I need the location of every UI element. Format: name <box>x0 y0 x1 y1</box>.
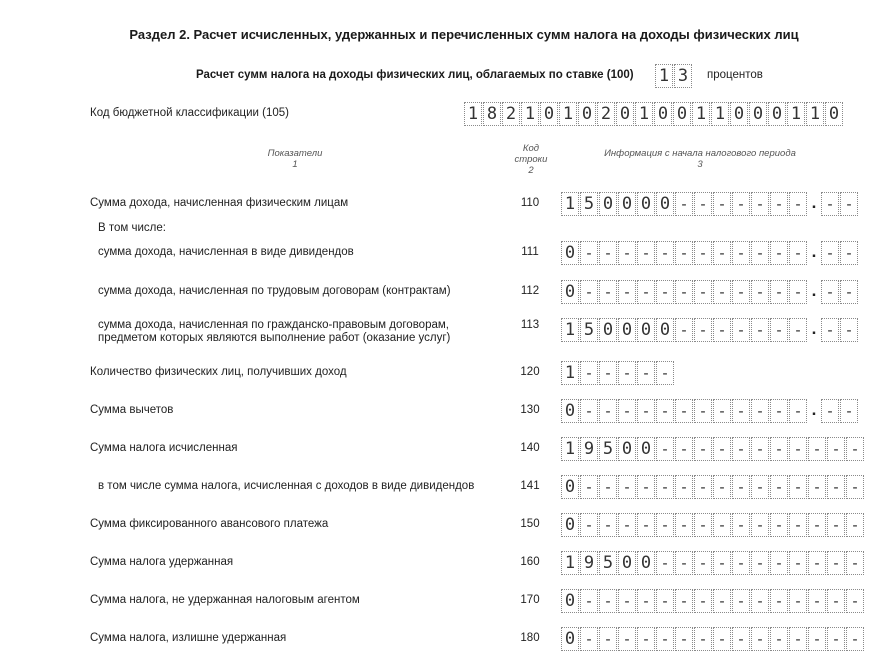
row-110-cell[interactable]: 0 <box>637 192 655 216</box>
row-112-cell[interactable]: - <box>675 280 693 304</box>
row-130-cell[interactable]: - <box>770 399 788 423</box>
row-120-cell[interactable]: - <box>656 361 674 385</box>
row-code: 180 <box>520 632 540 644</box>
row-180-cell[interactable]: - <box>846 627 864 651</box>
row-150-cell[interactable]: - <box>713 513 731 537</box>
row-160-cell[interactable]: - <box>732 551 750 575</box>
header-code-label: Код строки <box>514 143 548 165</box>
row-112-cell[interactable]: - <box>580 280 598 304</box>
row-160-cell[interactable]: 0 <box>637 551 655 575</box>
row-160-cell[interactable]: - <box>694 551 712 575</box>
row-113-cell[interactable]: 0 <box>637 318 655 342</box>
row-111-cell[interactable]: - <box>770 241 788 265</box>
kbk-label: Код бюджетной классификации (105) <box>90 107 289 119</box>
row-112-cell[interactable]: - <box>656 280 674 304</box>
row-140-cell[interactable]: - <box>675 437 693 461</box>
row-180-cell[interactable]: - <box>599 627 617 651</box>
row-value-cells[interactable] <box>561 361 675 385</box>
row-160-cell[interactable]: - <box>713 551 731 575</box>
row-140-cell[interactable]: - <box>846 437 864 461</box>
row-141-cell[interactable]: - <box>599 475 617 499</box>
row-label: сумма дохода, начисленная по гражданско-правовым договорам, предметом которых являются выполнение работ (оказание услуг) <box>98 319 451 344</box>
row-180-cell[interactable]: 0 <box>561 627 579 651</box>
kbk-cell[interactable]: 1 <box>787 102 805 126</box>
row-170-cell[interactable]: - <box>656 589 674 613</box>
row-150-cell[interactable]: - <box>694 513 712 537</box>
row-180-cell[interactable]: - <box>694 627 712 651</box>
kbk-cell[interactable]: 2 <box>502 102 520 126</box>
row-140-cell[interactable]: 0 <box>637 437 655 461</box>
row-170-cell[interactable]: - <box>599 589 617 613</box>
row-111-cell[interactable]: - <box>675 241 693 265</box>
row-150-cell[interactable]: - <box>618 513 636 537</box>
row-170-cell[interactable]: - <box>732 589 750 613</box>
row-170-cell[interactable]: - <box>580 589 598 613</box>
row-170-cell[interactable]: - <box>751 589 769 613</box>
row-180-cell[interactable]: - <box>751 627 769 651</box>
row-150-cell[interactable]: - <box>808 513 826 537</box>
row-120-cell[interactable]: - <box>580 361 598 385</box>
row-160-cell[interactable]: - <box>789 551 807 575</box>
row-180-cell[interactable]: - <box>808 627 826 651</box>
row-112-cell[interactable]: - <box>599 280 617 304</box>
row-130-cell[interactable]: - <box>580 399 598 423</box>
header-code-num: 2 <box>528 165 534 176</box>
row-113-decimal-cell[interactable]: - <box>840 318 858 342</box>
kbk-cell[interactable]: 0 <box>730 102 748 126</box>
row-141-cell[interactable]: - <box>618 475 636 499</box>
rate-cell[interactable]: 3 <box>674 64 692 88</box>
row-111-decimal-cell[interactable]: - <box>821 241 839 265</box>
row-180-cell[interactable]: - <box>656 627 674 651</box>
row-111-decimal-point: . <box>811 242 817 261</box>
row-140-cell[interactable]: 5 <box>599 437 617 461</box>
kbk-cell[interactable]: 0 <box>768 102 786 126</box>
row-code: 112 <box>520 285 540 297</box>
kbk-cell[interactable]: 0 <box>749 102 767 126</box>
header-indicators-label: Показатели <box>267 148 323 159</box>
row-113-decimal-point: . <box>811 319 817 338</box>
row-label: Количество физических лиц, получивших доход <box>90 366 347 378</box>
row-130-cell[interactable]: - <box>675 399 693 423</box>
rate-cells[interactable] <box>655 64 693 88</box>
row-112-cell[interactable]: - <box>694 280 712 304</box>
row-113-cell[interactable]: - <box>789 318 807 342</box>
row-170-cell[interactable]: - <box>694 589 712 613</box>
row-130-decimal-cell[interactable]: - <box>821 399 839 423</box>
row-label: Сумма фиксированного авансового платежа <box>90 518 329 530</box>
row-label: Сумма налога, не удержанная налоговым агентом <box>90 594 360 606</box>
row-112-decimal-point: . <box>811 281 817 300</box>
row-150-cell[interactable]: - <box>637 513 655 537</box>
row-112-cell[interactable]: - <box>637 280 655 304</box>
row-code: 160 <box>520 556 540 568</box>
row-value-cells[interactable] <box>561 589 865 613</box>
row-160-cell[interactable]: - <box>770 551 788 575</box>
row-120-cell[interactable]: - <box>637 361 655 385</box>
row-150-cell[interactable]: - <box>675 513 693 537</box>
row-110-cell[interactable]: - <box>770 192 788 216</box>
row-111-cell[interactable]: 0 <box>561 241 579 265</box>
row-110-decimal-point: . <box>811 193 817 212</box>
row-120-cell[interactable]: 1 <box>561 361 579 385</box>
row-code: 111 <box>521 246 539 258</box>
row-value-cells[interactable] <box>561 318 859 342</box>
row-111-cell[interactable]: - <box>618 241 636 265</box>
row-113-cell[interactable]: - <box>732 318 750 342</box>
row-180-cell[interactable]: - <box>770 627 788 651</box>
row-160-cell[interactable]: - <box>846 551 864 575</box>
row-label: В том числе: <box>98 222 166 234</box>
row-code: 110 <box>520 197 540 209</box>
row-110-decimal-cell[interactable]: - <box>821 192 839 216</box>
row-112-cell[interactable]: - <box>770 280 788 304</box>
row-111-cell[interactable]: - <box>694 241 712 265</box>
row-110-cell[interactable]: - <box>789 192 807 216</box>
rate-suffix: процентов <box>707 69 763 81</box>
row-130-cell[interactable]: - <box>751 399 769 423</box>
row-110-cell[interactable]: 1 <box>561 192 579 216</box>
row-130-cell[interactable]: - <box>789 399 807 423</box>
kbk-cell[interactable]: 1 <box>635 102 653 126</box>
row-110-cell[interactable]: 0 <box>618 192 636 216</box>
kbk-cell[interactable]: 0 <box>654 102 672 126</box>
row-120-cell[interactable]: - <box>618 361 636 385</box>
row-141-cell[interactable]: 0 <box>561 475 579 499</box>
row-112-cell[interactable]: - <box>618 280 636 304</box>
row-value-cells[interactable] <box>561 513 865 537</box>
row-label: сумма дохода, начисленная в виде дивидендов <box>98 246 354 258</box>
row-code: 113 <box>520 319 540 331</box>
row-140-cell[interactable]: - <box>732 437 750 461</box>
row-value-cells[interactable] <box>561 192 859 216</box>
row-141-cell[interactable]: - <box>637 475 655 499</box>
row-150-cell[interactable]: - <box>656 513 674 537</box>
section-title: Раздел 2. Расчет исчисленных, удержанных и перечисленных сумм налога на доходы физических лиц <box>129 27 799 42</box>
row-113-cell[interactable]: - <box>675 318 693 342</box>
row-141-cell[interactable]: - <box>694 475 712 499</box>
row-112-decimal-cell[interactable]: - <box>840 280 858 304</box>
row-130-cell[interactable]: - <box>618 399 636 423</box>
rate-cell[interactable]: 1 <box>655 64 673 88</box>
row-111-cell[interactable]: - <box>580 241 598 265</box>
row-141-cell[interactable]: - <box>656 475 674 499</box>
row-111-cell[interactable]: - <box>789 241 807 265</box>
row-160-cell[interactable]: 1 <box>561 551 579 575</box>
header-info <box>580 148 820 170</box>
kbk-cell[interactable]: 0 <box>540 102 558 126</box>
kbk-cell[interactable]: 2 <box>597 102 615 126</box>
row-170-cell[interactable]: - <box>618 589 636 613</box>
row-140-cell[interactable]: - <box>827 437 845 461</box>
row-value-cells[interactable] <box>561 241 859 265</box>
kbk-cell[interactable]: 1 <box>464 102 482 126</box>
row-110-cell[interactable]: - <box>694 192 712 216</box>
row-160-cell[interactable]: - <box>675 551 693 575</box>
row-160-cell[interactable]: 9 <box>580 551 598 575</box>
row-170-cell[interactable]: - <box>713 589 731 613</box>
row-150-cell[interactable]: - <box>827 513 845 537</box>
row-113-cell[interactable]: - <box>751 318 769 342</box>
header-info-num: 3 <box>697 159 703 170</box>
row-141-cell[interactable]: - <box>675 475 693 499</box>
row-150-cell[interactable]: - <box>599 513 617 537</box>
row-180-cell[interactable]: - <box>618 627 636 651</box>
row-160-cell[interactable]: - <box>656 551 674 575</box>
row-160-cell[interactable]: - <box>827 551 845 575</box>
row-code: 140 <box>520 442 540 454</box>
row-140-cell[interactable]: - <box>770 437 788 461</box>
row-130-cell[interactable]: - <box>656 399 674 423</box>
row-130-decimal-point: . <box>811 400 817 419</box>
row-110-cell[interactable]: 0 <box>599 192 617 216</box>
row-180-cell[interactable]: - <box>713 627 731 651</box>
kbk-cell[interactable]: 1 <box>711 102 729 126</box>
row-label: Сумма налога удержанная <box>90 556 234 568</box>
row-141-cell[interactable]: - <box>713 475 731 499</box>
row-113-decimal-cell[interactable]: - <box>821 318 839 342</box>
row-112-cell[interactable]: - <box>789 280 807 304</box>
row-170-cell[interactable]: - <box>770 589 788 613</box>
row-180-cell[interactable]: - <box>675 627 693 651</box>
row-150-cell[interactable]: - <box>846 513 864 537</box>
row-code: 170 <box>520 594 540 606</box>
kbk-cell[interactable]: 1 <box>692 102 710 126</box>
row-111-cell[interactable]: - <box>732 241 750 265</box>
row-130-cell[interactable]: - <box>713 399 731 423</box>
row-code: 120 <box>520 366 540 378</box>
row-label: Сумма дохода, начисленная физическим лицам <box>90 197 349 209</box>
row-141-cell[interactable]: - <box>770 475 788 499</box>
row-150-cell[interactable]: - <box>751 513 769 537</box>
row-113-cell[interactable]: 5 <box>580 318 598 342</box>
row-112-cell[interactable]: - <box>732 280 750 304</box>
row-170-cell[interactable]: - <box>846 589 864 613</box>
row-170-cell[interactable]: - <box>827 589 845 613</box>
row-141-cell[interactable]: - <box>732 475 750 499</box>
kbk-cell[interactable]: 0 <box>616 102 634 126</box>
row-label: Сумма налога, излишне удержанная <box>90 632 287 644</box>
row-160-cell[interactable]: - <box>751 551 769 575</box>
kbk-cell[interactable]: 0 <box>673 102 691 126</box>
row-label: Сумма налога исчисленная <box>90 442 238 454</box>
row-180-cell[interactable]: - <box>732 627 750 651</box>
row-110-cell[interactable]: - <box>675 192 693 216</box>
row-150-cell[interactable]: - <box>770 513 788 537</box>
row-code: 141 <box>520 480 540 492</box>
row-140-cell[interactable]: - <box>656 437 674 461</box>
row-160-cell[interactable]: 5 <box>599 551 617 575</box>
row-140-cell[interactable]: - <box>713 437 731 461</box>
row-113-cell[interactable]: - <box>694 318 712 342</box>
row-113-cell[interactable]: 0 <box>618 318 636 342</box>
row-111-cell[interactable]: - <box>599 241 617 265</box>
kbk-cell[interactable]: 1 <box>559 102 577 126</box>
row-141-cell[interactable]: - <box>827 475 845 499</box>
row-150-cell[interactable]: - <box>580 513 598 537</box>
row-112-cell[interactable]: - <box>751 280 769 304</box>
row-141-cell[interactable]: - <box>808 475 826 499</box>
row-140-cell[interactable]: 0 <box>618 437 636 461</box>
row-141-cell[interactable]: - <box>789 475 807 499</box>
row-112-decimal-cell[interactable]: - <box>821 280 839 304</box>
row-label: Сумма вычетов <box>90 404 174 416</box>
row-code: 130 <box>520 404 540 416</box>
row-value-cells[interactable] <box>561 475 865 499</box>
row-130-cell[interactable]: - <box>637 399 655 423</box>
row-110-cell[interactable]: 0 <box>656 192 674 216</box>
kbk-cell[interactable]: 0 <box>578 102 596 126</box>
row-130-cell[interactable]: 0 <box>561 399 579 423</box>
row-140-cell[interactable]: - <box>808 437 826 461</box>
row-110-cell[interactable]: - <box>713 192 731 216</box>
row-113-cell[interactable]: 0 <box>599 318 617 342</box>
row-150-cell[interactable]: 0 <box>561 513 579 537</box>
row-111-cell[interactable]: - <box>637 241 655 265</box>
row-110-cell[interactable]: 5 <box>580 192 598 216</box>
header-indicators-num: 1 <box>292 159 298 170</box>
row-170-cell[interactable]: 0 <box>561 589 579 613</box>
kbk-cell[interactable]: 1 <box>806 102 824 126</box>
row-140-cell[interactable]: - <box>694 437 712 461</box>
row-111-cell[interactable]: - <box>713 241 731 265</box>
row-130-cell[interactable]: - <box>694 399 712 423</box>
row-113-cell[interactable]: - <box>713 318 731 342</box>
kbk-cells[interactable] <box>464 102 844 126</box>
row-111-decimal-cell[interactable]: - <box>840 241 858 265</box>
row-130-cell[interactable]: - <box>599 399 617 423</box>
row-180-cell[interactable]: - <box>637 627 655 651</box>
row-130-cell[interactable]: - <box>732 399 750 423</box>
row-110-decimal-cell[interactable]: - <box>840 192 858 216</box>
row-141-cell[interactable]: - <box>846 475 864 499</box>
row-160-cell[interactable]: - <box>808 551 826 575</box>
row-140-cell[interactable]: 9 <box>580 437 598 461</box>
row-value-cells[interactable] <box>561 551 865 575</box>
row-110-cell[interactable]: - <box>732 192 750 216</box>
row-140-cell[interactable]: 1 <box>561 437 579 461</box>
row-code: 150 <box>520 518 540 530</box>
kbk-cell[interactable]: 1 <box>521 102 539 126</box>
row-label: сумма дохода, начисленная по трудовым договорам (контрактам) <box>98 285 451 297</box>
row-140-cell[interactable]: - <box>751 437 769 461</box>
row-110-cell[interactable]: - <box>751 192 769 216</box>
row-label: в том числе сумма налога, исчисленная с доходов в виде дивидендов <box>98 480 475 492</box>
row-113-cell[interactable]: 0 <box>656 318 674 342</box>
row-170-cell[interactable]: - <box>808 589 826 613</box>
row-113-cell[interactable]: - <box>770 318 788 342</box>
row-130-decimal-cell[interactable]: - <box>840 399 858 423</box>
row-150-cell[interactable]: - <box>789 513 807 537</box>
row-value-cells[interactable] <box>561 280 859 304</box>
header-info-label: Информация с начала налогового периода <box>604 148 796 159</box>
header-code <box>510 143 552 176</box>
row-170-cell[interactable]: - <box>637 589 655 613</box>
row-value-cells[interactable] <box>561 399 859 423</box>
row-180-cell[interactable]: - <box>580 627 598 651</box>
row-140-cell[interactable]: - <box>789 437 807 461</box>
kbk-cell[interactable]: 0 <box>825 102 843 126</box>
kbk-cell[interactable]: 8 <box>483 102 501 126</box>
row-180-cell[interactable]: - <box>827 627 845 651</box>
row-112-cell[interactable]: 0 <box>561 280 579 304</box>
header-indicators <box>245 148 345 170</box>
row-180-cell[interactable]: - <box>789 627 807 651</box>
row-160-cell[interactable]: 0 <box>618 551 636 575</box>
row-112-cell[interactable]: - <box>713 280 731 304</box>
rate-label: Расчет сумм налога на доходы физических лиц, облагаемых по ставке (100) <box>196 69 634 81</box>
row-141-cell[interactable]: - <box>751 475 769 499</box>
row-value-cells[interactable] <box>561 437 865 461</box>
row-value-cells[interactable] <box>561 627 865 651</box>
row-170-cell[interactable]: - <box>789 589 807 613</box>
row-111-cell[interactable]: - <box>656 241 674 265</box>
row-111-cell[interactable]: - <box>751 241 769 265</box>
row-141-cell[interactable]: - <box>580 475 598 499</box>
row-120-cell[interactable]: - <box>599 361 617 385</box>
row-150-cell[interactable]: - <box>732 513 750 537</box>
row-113-cell[interactable]: 1 <box>561 318 579 342</box>
row-170-cell[interactable]: - <box>675 589 693 613</box>
